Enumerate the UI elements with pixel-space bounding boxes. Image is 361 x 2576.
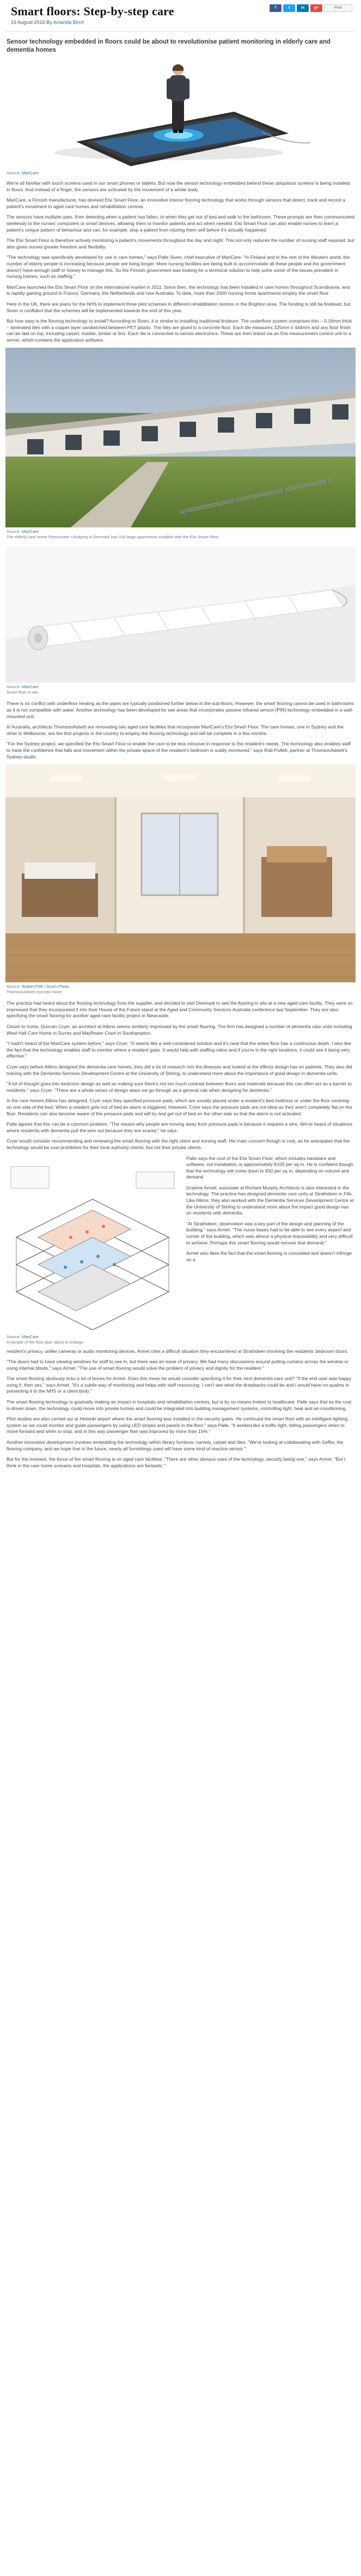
- care-home-exterior-image: [5, 348, 356, 527]
- care-home-caption: [7, 529, 354, 540]
- care-home-source-link[interactable]: MariCare: [21, 529, 39, 534]
- author-link[interactable]: Amanda Birch: [53, 20, 84, 25]
- paragraph: MariCare launched the Elsi Smart Floor on the international market in 2011. Since then, the technology has been installed in care homes throughout Scandinavia, and is rapidly gaining ground in France, Germany, the Netherlands and now Australia. To date, more than 2000 nursing home apartments employ the smart floor.: [7, 284, 350, 296]
- concept-room-source-label: Source:: [7, 984, 21, 989]
- paragraph: "At Strathdeen, observation was a key part of the design and planning of the building," says Armet. "The nurse bases had to be able to see every aspect and corner of the building, which was almost a physical impossibility and very difficult to achieve. Perhaps this smart flooring would remove that demand.": [186, 1220, 353, 1246]
- floorplan-figure: [5, 1156, 180, 1345]
- floor-roll-source-label: Source:: [7, 684, 21, 690]
- hero-source-link[interactable]: MariCare: [21, 171, 39, 175]
- article-body-section-d: [5, 1348, 356, 1469]
- concept-room-caption-text: ThomsonAdsett concept home: [7, 989, 62, 995]
- floor-roll-caption: [7, 684, 354, 695]
- paragraph: The smart flooring technology is gradually making an impact in hospitals and rehabilitation centres, but is by no means limited to healthcare. Palle says that as the cost is driven down, the technology could move into private homes and could be integrated into building management systems, controlling light, heat and air-conditioning.: [7, 1399, 352, 1411]
- facebook-share-button[interactable]: f: [270, 4, 282, 12]
- floorplan-caption: [7, 1334, 179, 1345]
- paragraph: Grainne Armet, associate at Richard Murphy Architects is also interested in the technology. The practice has designed dementia care units at Strathdeen in Fife. Like Atkins, they also worked with the Dementia Services Development Centre at the University of Stirling to understand more about the impact good design has on residents with dementia.: [186, 1184, 354, 1216]
- floorplan-caption-text: A sample of the floor plan about to enlarge: [7, 1339, 83, 1345]
- floorplan-source-link[interactable]: MariCare: [21, 1334, 39, 1339]
- article-body-section-a: [5, 180, 356, 343]
- care-home-caption-text: The elderly care home Plesscenter Ulvsbjerg in Denmark has 104 large apartments installed with the Elsi Smart Floor: [7, 534, 219, 540]
- floor-roll-caption-text: Smart floor in situ: [7, 690, 39, 695]
- concept-room-caption: [7, 984, 354, 995]
- article-body-section-b: [5, 701, 356, 760]
- concept-room-source-link[interactable]: Robert Frith / Acorn Photo: [21, 984, 69, 989]
- paragraph: There is no conflict with underfloor heating as the pipes are typically positioned further below in the sub-floors. However, the smart flooring cannot be used in bathrooms as it is not compatible with water. Another technology has been developed for wet areas that incorporates passive infrared sensor (PIR) technology embedded in a wall-mounted unit.: [7, 701, 354, 719]
- paragraph: The smart flooring obviously ticks a lot of boxes for Armet. Does this mean he would consider specifying it for their next dementia care unit? "If the end user was happy using it, then yes," says Armet. "It's a subtle way of monitoring and helps with staff resourcing. I can't see what the drawbacks could be and I would have no qualms in presenting it to the NHS or a client body.": [7, 1376, 352, 1394]
- share-bar: [270, 4, 352, 12]
- paragraph: Palle says the cost of the Elsi Smart Floor, which includes hardware and software, not installation, is approximately €100 per sq m. He is confident though that the technology will come down to €50 per sq m, depending on volume and demand.: [186, 1155, 353, 1180]
- standfirst: Sensor technology embedded in floors could be about to revolutionise patient monitoring in elderly care and dementia homes: [7, 39, 331, 53]
- paragraph: Closer to home, Duncan Cryer, an architect at Atkins seems similarly impressed by the smart flooring. The firm has designed a number of dementia care units including West Hall Care Home in Surrey and Mayflower Court in Southampton.: [7, 1024, 352, 1036]
- article-date: 19 August 2016: [11, 20, 45, 25]
- paragraph: "The technology was specifically developed for use in care homes," says Palle Siven, chief executive of MariCare. "In Finland and in the rest of the Western world, the number of elderly people is increasing because people are living longer. More nursing facilities are being built to accommodate all these people and the government doesn't have enough staff or money to manage this. So the Finnish government was looking for a technical solution to help solve some of the issues prevalent in nursing homes, such as staffing.": [7, 254, 350, 280]
- linkedin-share-button[interactable]: in: [297, 4, 309, 12]
- floorplan-block: [5, 1156, 356, 1345]
- byline: [11, 20, 84, 25]
- paragraph: In Australia, architects ThomsonAdsett are renovating two aged care facilities that incorporate MariCare's Elsi Smart Floor. The care homes, one in Sydney and the other in Melbourne, are the first projects in the country to employ the flooring technology and will be complete in a few months.: [7, 724, 344, 736]
- floorplan-side-text: [185, 1156, 356, 1345]
- paragraph: We're all familiar with touch screens used in our smart phones or tablets. But now the sensor technology embedded behind these ubiquitous screens is being installed in floors. And instead of a finger, the sensors are activated by the movement of a whole body.: [7, 180, 350, 192]
- paragraph: The sensors have multiple uses, from detecting when a patient has fallen, to when they get out of bed and walk to the bathroom. These prompts are then communicated wirelessly to the nurses' computers or smart devices, allowing them to monitor patients and act when needed. Elsi Smart Floor can also enable nurses to learn a patient's unique pattern of behaviour and can, for example, stop a patient from injuring them self before it's actually happened.: [7, 214, 355, 233]
- hero-image: [5, 60, 356, 169]
- hero-source-label: Source:: [7, 171, 21, 175]
- print-button[interactable]: Print: [324, 4, 352, 12]
- paragraph: Pilot studies are also carried out at Helsinki airport where the smart flooring was installed in the security gates. He continued the smart floor with an intelligent lighting system so we could monitor and guide passengers by using LED stripes and panels in the floor," says Palle. "It worked like a traffic light, telling passengers when to move forward and when to stop, and in this way passenger flow was improved by more than 15%.": [7, 1416, 348, 1435]
- floorplan-source-label: Source:: [7, 1334, 21, 1339]
- paragraph: Cryer says before Atkins designed the dementia care homes, they did a lot of research into the illnesses and looked at the effects design has on patients. They also did training with the Dementia Services Development Centre at the University of Stirling, to understand more about the importance of good design in dementia units.: [7, 1064, 352, 1076]
- paragraph: Palle agrees that this can be a common problem. "The reason why people are moving away from pressure pads is because it requires a wire. We've heard of situations where residents with dementia pull the wire out because they are scared," he says.: [7, 1121, 353, 1133]
- article-title: Smart floors: Step-by-step care: [11, 4, 174, 18]
- paragraph: Another innovative development involves embedding the technology within library furniture, namely, carpet and tiles. "We're looking at collaborating with Geffor, the flooring company, and we hope that in the future, nearly all furnishings used will have some kind of reactive sensor.": [7, 1439, 344, 1451]
- article-header: [5, 0, 356, 32]
- paragraph: The Elsi Smart Floor is therefore actively monitoring a patient's movements throughout the day and night. This not only reduces the number of nursing staff required, but also gives nurses greater freedom and flexibility.: [7, 238, 354, 250]
- concept-room-photo: [5, 764, 356, 982]
- paragraph: "I hadn't heard of the MariCare system before," says Cryer. "It seems like a well-considered solution and it's neat that the entire floor has a continuous depth. I also like the fact that the technology enables staff to monitor where a resident goes. It would help with staffing ratios and if you're in the right locations, it could see it being very effective.": [7, 1041, 351, 1059]
- paragraph: resident's privacy, unlike cameras or audio monitoring devices. Armet cites a difficult situation they encountered at Strathdeen involving the residents' bedroom doors.: [7, 1348, 348, 1354]
- thomsonadsett-concept-home-image: [5, 764, 356, 982]
- floor-roll-photo: [5, 546, 356, 683]
- floor-roll-source-link[interactable]: MariCare: [21, 684, 39, 690]
- floor-plan-sketch-image: [5, 1156, 180, 1330]
- care-home-source-label: Source:: [7, 529, 21, 534]
- hero-caption: [7, 171, 354, 176]
- paragraph: Cryer would consider recommending and reviewing the smart flooring with the right client and nursing staff. His main concern though is cost, as he anticipates that the technology would be cost prohibitive for their local authority clients, but not their private clients.: [7, 1138, 350, 1150]
- paragraph: But for the moment, the focus of the smart flooring is on aged care facilities. "There are other obvious uses of the technology, security being one," says Armet. "But I think in the care home scenario and hospitals, the applications are fantastic.": [7, 1456, 346, 1468]
- paragraph: The practice had heard about the flooring technology from the supplier, and decided to visit Denmark to see the flooring in situ at a new aged care facility. They were so impressed that they incorporated it into their House of the Future stand at the Aged and Community Services Australia conference last September. They are also specifying the smart flooring for another aged care facility project in Newcastle.: [7, 1000, 353, 1019]
- paragraph: Armet also likes the fact that the smart flooring is concealed and doesn't infringe on a: [186, 1250, 352, 1262]
- care-home-photo: [5, 348, 356, 527]
- byline-by: By: [46, 20, 52, 25]
- paragraph: "For the Sydney project, we specified the Elsi Smart Floor to enable the care to be less intrusive in response to the resident's needs. The technology also enables staff to have the confidence that falls and movement within the private space of the resident's bedroom is subtly monitored," says Rob Puflett, partner at ThomsonAdsett's Sydney studio.: [7, 741, 351, 760]
- googleplus-share-button[interactable]: g+: [310, 4, 322, 12]
- paragraph: But how easy is the flooring technology to install? According to Siven, it is similar to installing traditional linoleum. The underfloor system comprises thin – 0.16mm thick – laminated tiles with a copper layer sandwiched between PET plastic. The tiles are glued to a concrete floor. Each tile measures 325mm x 444mm and any floor finish can be laid on top, including carpet, marble, timber or lino. Each tile is connected to sensor electronics. These are then linked via an Elsi measurement control unit to a server, which contains the application software.: [7, 318, 352, 343]
- twitter-share-button[interactable]: t: [283, 4, 295, 12]
- smart-floor-tile-illustration: [5, 60, 356, 169]
- paragraph: "The doors had to have viewing windows for staff to see in, but there was an issue of privacy. We had many discussions around putting curtains across the window or using internal blinds," says Armet. "The use of smart flooring would solve the problem of privacy and dignity for the resident.": [7, 1359, 348, 1371]
- smart-floor-roll-image: [5, 546, 356, 683]
- paragraph: MariCare, a Finnish manufacturer, has devised Elsi Smart Floor, an innovative interior flooring technology that works through sensors that detect, track and record a patient's movement in aged care homes and rehabilitation centres.: [7, 197, 345, 209]
- article-body-section-c: [5, 1000, 356, 1151]
- paragraph: "A lot of thought goes into bedroom design as well as making sure there's not too much contrast between floors and materials because this can often act as a barrier to residents," says Cryer. "There are a whole series of design steps we go through as a general rule when designing for dementia.": [7, 1081, 352, 1093]
- paragraph: In the care homes Atkins has designed, Cryer says they specified pressure pads, which are usually placed under a resident's bed mattress or under the floor covering on one side of the bed. When a resident gets out of bed an alarm is triggered. However, Cryer says the pressure pads are not ideal as they aren't completely flat on the floor. Residents can also become aware of the pressure pads and will try and get out of bed on the other side so that the alarm is not activated.: [7, 1098, 352, 1116]
- paragraph: Here in the UK, there are plans for the NHS to implement three pilot schemes in different rehabilitation centres in the Brighton area. The funding is still be finalised, but Siven is confident that the schemes will be implemented towards the end of this year.: [7, 301, 351, 313]
